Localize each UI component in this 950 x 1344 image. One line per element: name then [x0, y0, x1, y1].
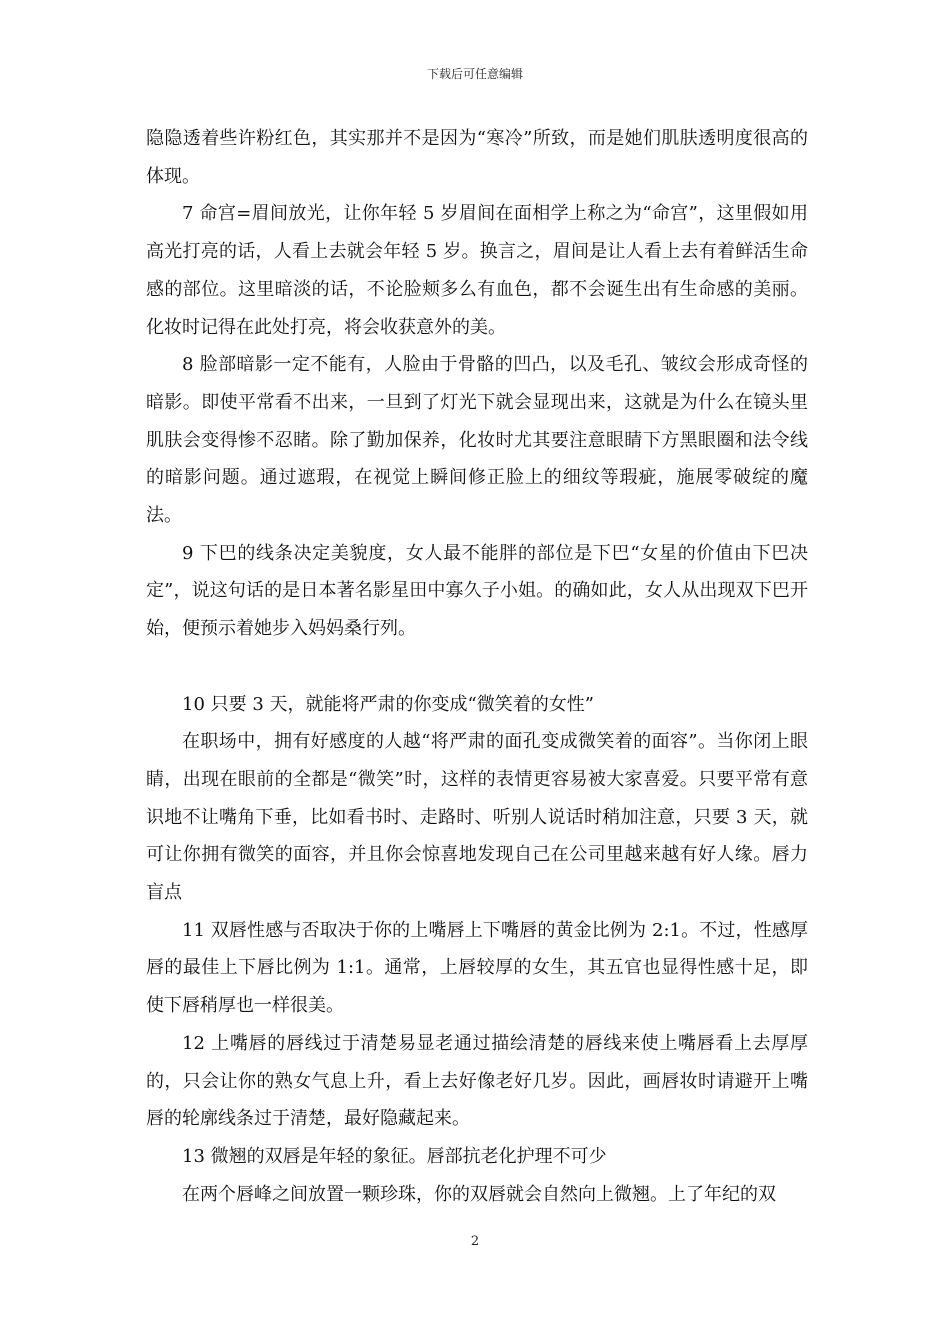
blank-line	[146, 648, 808, 686]
paragraph-11: 11 双唇性感与否取决于你的上嘴唇上下嘴唇的黄金比例为 2:1。不过，性感厚唇的最佳上下唇比例为 1:1。通常，上唇较厚的女生，其五官也显得性感十足，即使下唇稍厚也一样很美。	[146, 919, 808, 1017]
paragraph-continuation: 隐隐透着些许粉红色，其实那并不是因为“寒冷”所致，而是她们肌肤透明度很高的体现。	[146, 128, 808, 187]
paragraph-9: 9 下巴的线条决定美貌度，女人最不能胖的部位是下巴“女星的价值由下巴决定”，说这句话的是日本著名影星田中寡久子小姐。的确如此，女人从出现双下巴开始，便预示着她步入妈妈桑行列。	[146, 542, 808, 640]
heading-10: 10 只要 3 天，就能将严肃的你变成“微笑着的女性”	[182, 693, 594, 715]
heading-13: 13 微翘的双唇是年轻的象征。唇部抗老化护理不可少	[182, 1145, 607, 1167]
paragraph-8: 8 脸部暗影一定不能有，人脸由于骨骼的凹凸，以及毛孔、皱纹会形成奇怪的暗影。即使平常看不出来，一旦到了灯光下就会显现出来，这就是为什么在镜头里肌肤会变得惨不忍睹。除了勤加保养，化妆时尤其要注意眼睛下方黑眼圈和法令线的暗影问题。通过遮瑕，在视觉上瞬间修正脸上的细纹等瑕疵，施展零破绽的魔法。	[146, 354, 808, 527]
paragraph-12: 12 上嘴唇的唇线过于清楚易显老通过描绘清楚的唇线来使上嘴唇看上去厚厚的，只会让你的熟女气息上升，看上去好像老好几岁。因此，画唇妆时请避开上嘴唇的轮廓线条过于清楚，最好隐藏起来。	[146, 1032, 808, 1130]
page-number: 2	[470, 1234, 480, 1249]
page-header: 下载后可任意编辑	[426, 67, 523, 81]
paragraph-7: 7 命宫=眉间放光，让你年轻 5 岁眉间在面相学上称之为“命宫”，这里假如用高光打亮的话，人看上去就会年轻 5 岁。换言之，眉间是让人看上去有着鲜活生命感的部位。这里暗淡的话，不论脸颊多么有血色，都不会诞生出有生命感的美丽。化妆时记得在此处打亮，将会收获意外的美。	[146, 203, 808, 338]
paragraph-13-body: 在两个唇峰之间放置一颗珍珠，你的双唇就会自然向上微翘。上了年纪的双	[182, 1183, 776, 1205]
paragraph-10-body: 在职场中，拥有好感度的人越“将严肃的面孔变成微笑着的面容”。当你闭上眼睛，出现在眼前的全都是“微笑”时，这样的表情更容易被大家喜爱。只要平常有意识地不让嘴角下垂，比如看书时、走路时、听别人说话时稍加注意，只要 3 天，就可让你拥有微笑的面容，并且你会惊喜地发现自己在公司里越来越有好人缘。唇力盲点	[146, 731, 808, 904]
document-body	[146, 120, 808, 1213]
